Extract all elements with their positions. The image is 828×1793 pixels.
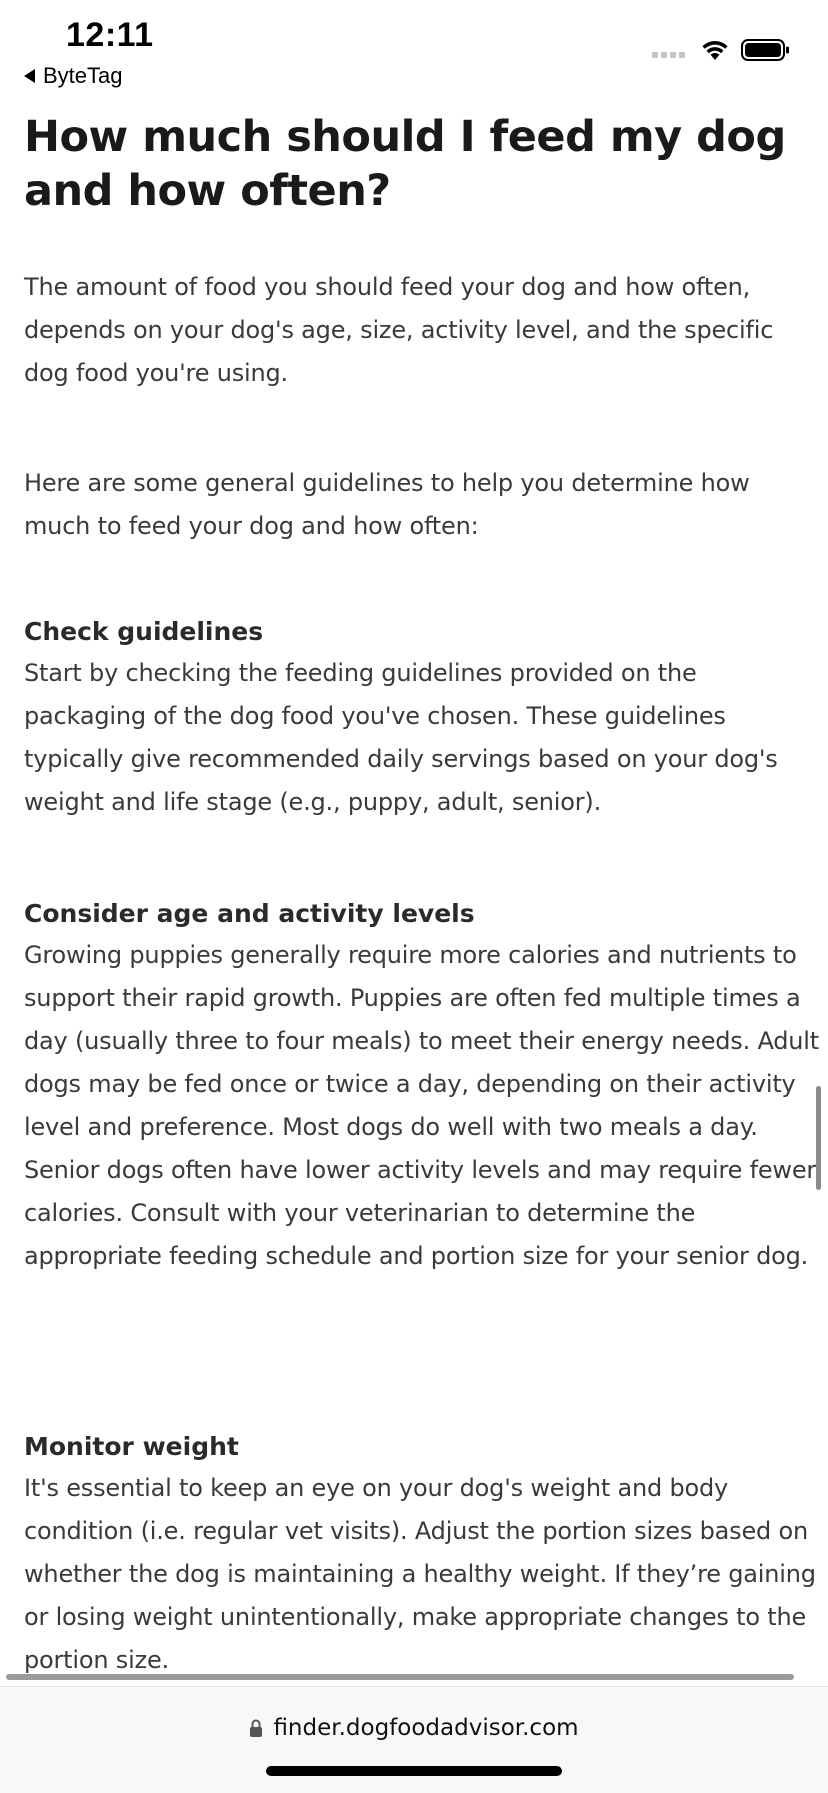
section-body: Start by checking the feeding guidelines provided on the packaging of the dog food you've chosen. These guidelines typically give recommended daily servings based on your dog's weight and life stage (e.g., puppy, adult, senior). (24, 659, 778, 816)
back-triangle-icon (24, 69, 35, 83)
section-heading: Check guidelines (24, 617, 264, 646)
section-check-guidelines (24, 612, 824, 824)
horizontal-scrollbar[interactable] (6, 1674, 794, 1680)
home-indicator[interactable] (266, 1766, 562, 1776)
address-bar[interactable] (0, 1686, 828, 1793)
url-text: finder.dogfoodadvisor.com (273, 1715, 579, 1741)
vertical-scrollbar[interactable] (816, 1086, 821, 1190)
back-app-label: ByteTag (43, 63, 123, 88)
section-age-activity (24, 894, 824, 1278)
lock-icon (249, 1718, 263, 1738)
section-body: It's essential to keep an eye on your dog's weight and body condition (i.e. regular vet visits). Adjust the portion sizes based on whether the dog is maintaining a healthy weight. If they’re gaining or losing weight unintentionally, make appropriate changes to the portion size. (24, 1474, 816, 1674)
back-to-app-button[interactable] (24, 63, 123, 89)
section-body: Growing puppies generally require more calories and nutrients to support their rapid growth. Puppies are often fed multiple times a day (usually three to four meals) to meet their energy needs. Adult dogs may be fed once or twice a day, depending on their activity level and preference. Most dogs do well with two meals a day. Senior dogs often have lower activity levels and may require fewer calories. Consult with your veterinarian to determine the appropriate feeding schedule and portion size for your senior dog. (24, 941, 819, 1270)
battery-icon (741, 38, 791, 62)
status-bar (0, 0, 828, 100)
section-heading: Consider age and activity levels (24, 899, 475, 928)
cellular-signal-icon (652, 52, 685, 58)
article (24, 110, 824, 1674)
url-display[interactable] (0, 1715, 828, 1741)
wifi-icon (700, 38, 730, 62)
page-title: How much should I feed my dog and how often? (24, 112, 786, 216)
status-time: 12:11 (66, 16, 154, 54)
intro-paragraph: The amount of food you should feed your dog and how often, depends on your dog's age, size, activity level, and the specific dog food you're using. (24, 273, 774, 387)
section-monitor-weight (24, 1427, 824, 1682)
section-heading: Monitor weight (24, 1432, 239, 1461)
intro-paragraph: Here are some general guidelines to help you determine how much to feed your dog and how often: (24, 469, 750, 540)
